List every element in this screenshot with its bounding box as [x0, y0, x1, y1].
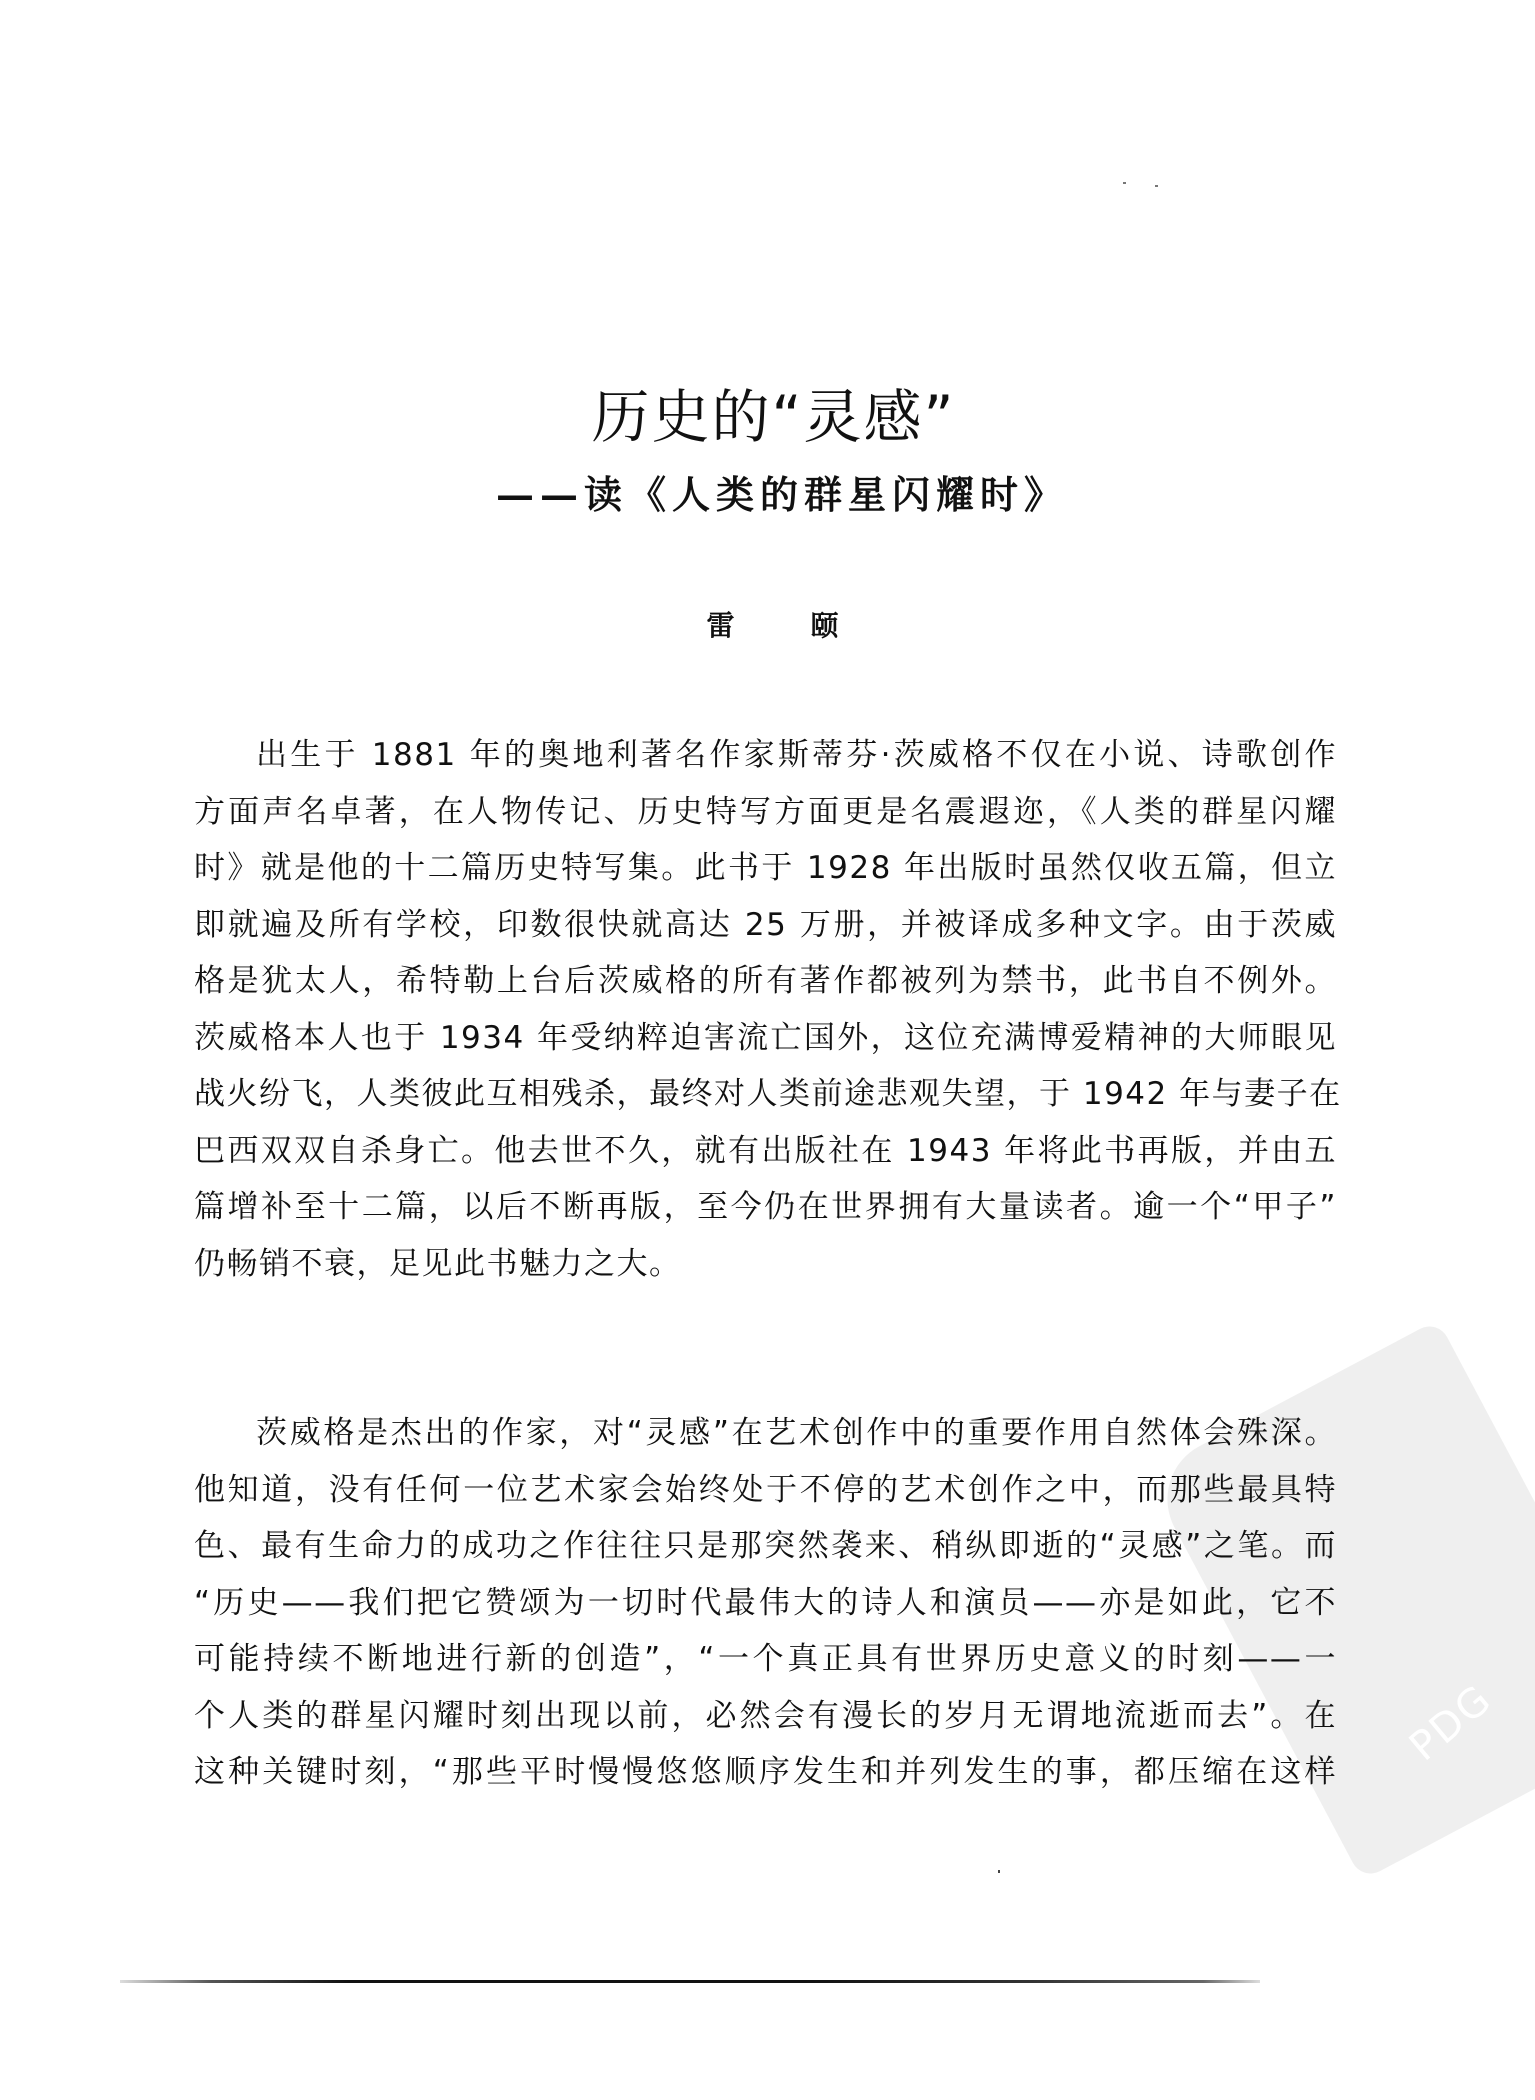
text-line: 时》就是他的十二篇历史特写集。此书于 1928 年出版时虽然仅收五篇，但立: [194, 850, 1337, 886]
paragraph-1: [194, 727, 1342, 1292]
text-line: 出生于 1881 年的奥地利著名作家斯蒂芬·茨威格不仅在小说、诗歌创作: [256, 737, 1337, 773]
text-line: 仍畅销不衰，足见此书魅力之大。: [194, 1245, 682, 1282]
scan-speck: [998, 1870, 1000, 1873]
text-line: 他知道，没有任何一位艺术家会始终处于不停的艺术创作之中，而那些最具特: [194, 1471, 1337, 1508]
text-line: “历史——我们把它赞颂为一切时代最伟大的诗人和演员——亦是如此，它不: [194, 1584, 1337, 1621]
scan-speck: [1155, 185, 1158, 187]
article-title: 历史的“灵感”: [591, 383, 956, 451]
text-line: 战火纷飞，人类彼此互相残杀，最终对人类前途悲观失望，于 1942 年与妻子在: [194, 1076, 1342, 1112]
page-bottom-rule: [120, 1980, 1260, 1983]
author-char: 颐: [810, 609, 839, 642]
text-line: 即就遍及所有学校，印数很快就高达 25 万册，并被译成多种文字。由于茨威: [194, 906, 1337, 943]
text-line: 篇增补至十二篇，以后不断再版，至今仍在世界拥有大量读者。逾一个“甲子”: [194, 1189, 1337, 1225]
watermark-label: PDG: [1400, 1675, 1501, 1771]
article-subtitle: ——读《人类的群星闪耀时》: [496, 472, 1069, 517]
text-line: 方面声名卓著，在人物传记、历史特写方面更是名震遐迩，《人类的群星闪耀: [194, 793, 1337, 830]
author-char: 雷: [706, 609, 735, 642]
text-line: 个人类的群星闪耀时刻出现以前，必然会有漫长的岁月无谓地流逝而去”。在: [194, 1697, 1337, 1734]
paragraph-2: [194, 1405, 1337, 1801]
text-line: 巴西双双自杀身亡。他去世不久，就有出版社在 1943 年将此书再版，并由五: [194, 1132, 1337, 1169]
text-line: 格是犹太人，希特勒上台后茨威格的所有著作都被列为禁书，此书自不例外。: [194, 963, 1337, 999]
text-line: 色、最有生命力的成功之作往往只是那突然袭来、稍纵即逝的“灵感”之笔。而: [194, 1528, 1337, 1564]
text-line: 这种关键时刻，“那些平时慢慢悠悠顺序发生和并列发生的事，都压缩在这样: [194, 1754, 1337, 1790]
text-line: 茨威格是杰出的作家，对“灵感”在艺术创作中的重要作用自然体会殊深。: [256, 1415, 1337, 1451]
scan-speck: [1123, 182, 1126, 184]
text-line: 茨威格本人也于 1934 年受纳粹迫害流亡国外，这位充满博爱精神的大师眼见: [194, 1019, 1337, 1056]
text-line: 可能持续不断地进行新的创造”，“一个真正具有世界历史意义的时刻——一: [194, 1641, 1337, 1677]
article-author: [0, 606, 1535, 646]
